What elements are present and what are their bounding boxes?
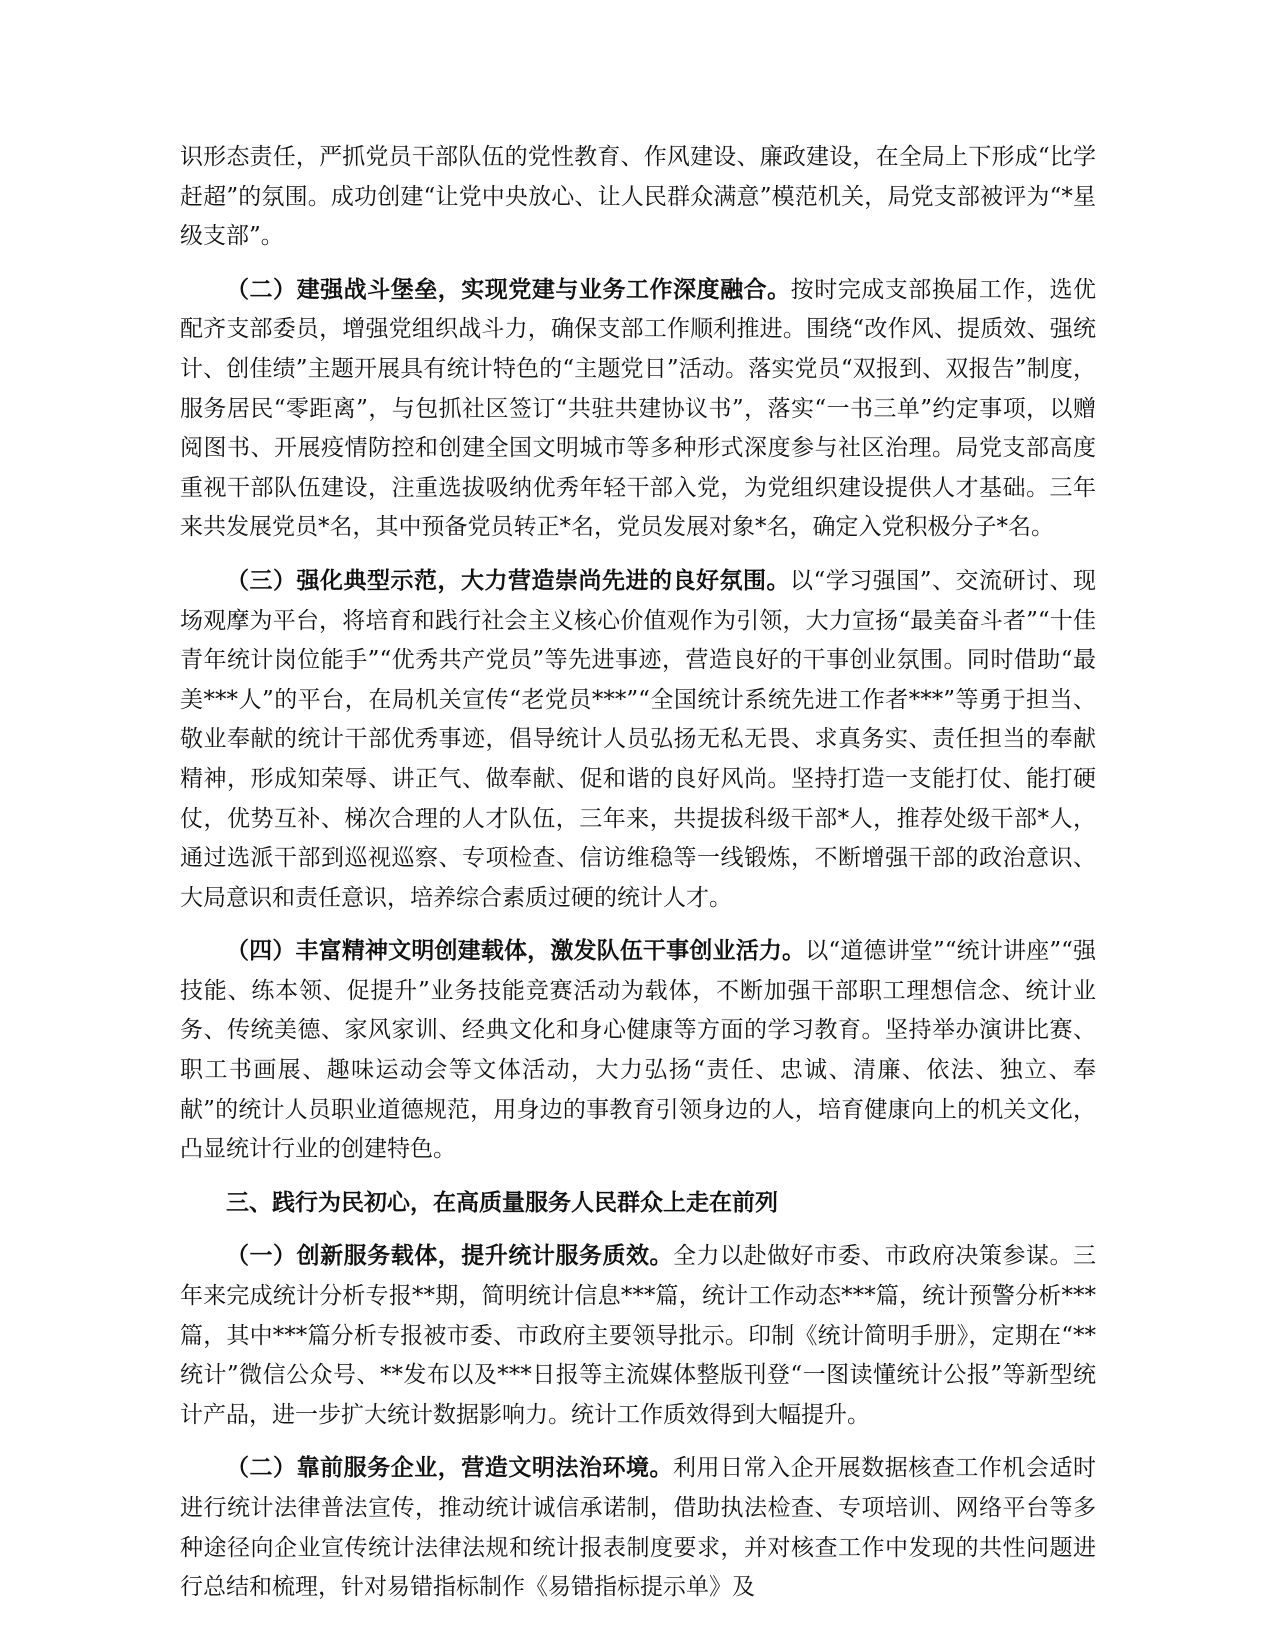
- document-page: [180, 138, 1096, 1622]
- paragraph-text: 全力以赴做好市委、市政府决策参谋。三年来完成统计分析专报**期，简明统计信息***篇，统计工作动态***篇，统计预警分析***篇，其中***篇分析专报被市委、市政府主要领导批示。印制《统计简明手册》，定期在“**统计”微信公众号、**发布以及***日报等主流媒体整版刊登“一图读懂统计公报”等新型统计产品，进一步扩大统计数据影响力。统计工作质效得到大幅提升。: [180, 1243, 1097, 1428]
- paragraph-role-models: [180, 562, 1096, 918]
- paragraph-enterprise-service: [180, 1449, 1096, 1607]
- paragraph-text: 按时完成支部换届工作，选优配齐支部委员，增强党组织战斗力，确保支部工作顺利推进。围绕“改作风、提质效、强统计、创佳绩”主题开展具有统计特色的“主题党日”活动。落实党员“双报到、双报告”制度，服务居民“零距离”，与包抓社区签订“共驻共建协议书”，落实“一书三单”约定事项，以赠阅图书、开展疫情防控和创建全国文明城市等多种形式深度参与社区治理。局党支部高度重视干部队伍建设，注重选拔吸纳优秀年轻干部入党，为党组织建设提供人才基础。三年来共发展党员*名，其中预备党员转正*名，党员发展对象*名，确定入党积极分子*名。: [180, 276, 1097, 541]
- paragraph-lead: （一）创新服务载体，提升统计服务质效。: [226, 1243, 674, 1270]
- paragraph-text: 以“道德讲堂”“统计讲座”“强技能、练本领、促提升”业务技能竞赛活动为载体，不断加强干部职工理想信念、统计业务、传统美德、家风家训、经典文化和身心健康等方面的学习教育。坚持举办演讲比赛、职工书画展、趣味运动会等文体活动，大力弘扬“责任、忠诚、清廉、依法、独立、奉献”的统计人员职业道德规范，用身边的事教育引领身边的人，培育健康向上的机关文化，凸显统计行业的创建特色。: [180, 938, 1097, 1163]
- paragraph-text: 利用日常入企开展数据核查工作机会适时进行统计法律普法宣传，推动统计诚信承诺制，借助执法检查、专项培训、网络平台等多种途径向企业宣传统计法律法规和统计报表制度要求，并对核查工作中发现的共性问题进行总结和梳理，针对易错指标制作《易错指标提示单》及: [180, 1455, 1097, 1601]
- paragraph-lead: （四）丰富精神文明创建载体，激发队伍干事创业活力。: [226, 938, 806, 965]
- paragraph-text: 识形态责任，严抓党员干部队伍的党性教育、作风建设、廉政建设，在全局上下形成“比学赶超”的氛围。成功创建“让党中央放心、让人民群众满意”模范机关，局党支部被评为“*星级支部”。: [180, 144, 1096, 250]
- paragraph-lead: （三）强化典型示范，大力营造崇尚先进的良好氛围。: [226, 567, 790, 594]
- paragraph-lead: （二）建强战斗堡垒，实现党建与业务工作深度融合。: [226, 276, 791, 303]
- section-heading: 三、践行为民初心，在高质量服务人民群众上走在前列: [226, 1189, 778, 1216]
- paragraph-service-carrier: [180, 1237, 1096, 1435]
- paragraph-text: 以“学习强国”、交流研讨、现场观摩为平台，将培育和践行社会主义核心价值观作为引领，大力宣扬“最美奋斗者”“十佳青年统计岗位能手”“优秀共产党员”等先进事迹，营造良好的干事创业氛围。同时借助“最美***人”的平台，在局机关宣传“老党员***”“全国统计系统先进工作者***”等勇于担当、敬业奉献的统计干部优秀事迹，倡导统计人员弘扬无私无畏、求真务实、责任担当的奉献精神，形成知荣辱、讲正气、做奉献、促和谐的良好风尚。坚持打造一支能打仗、能打硬仗，优势互补、梯次合理的人才队伍，三年来，共提拔科级干部*人，推荐处级干部*人，通过选派干部到巡视巡察、专项检查、信访维稳等一线锻炼，不断增强干部的政治意识、大局意识和责任意识，培养综合素质过硬的统计人才。: [180, 567, 1096, 911]
- paragraph-lead: （二）靠前服务企业，营造文明法治环境。: [226, 1455, 674, 1482]
- paragraph-civilization: [180, 932, 1096, 1170]
- paragraph-continuation: [180, 138, 1096, 257]
- paragraph-party-branch: [180, 271, 1096, 548]
